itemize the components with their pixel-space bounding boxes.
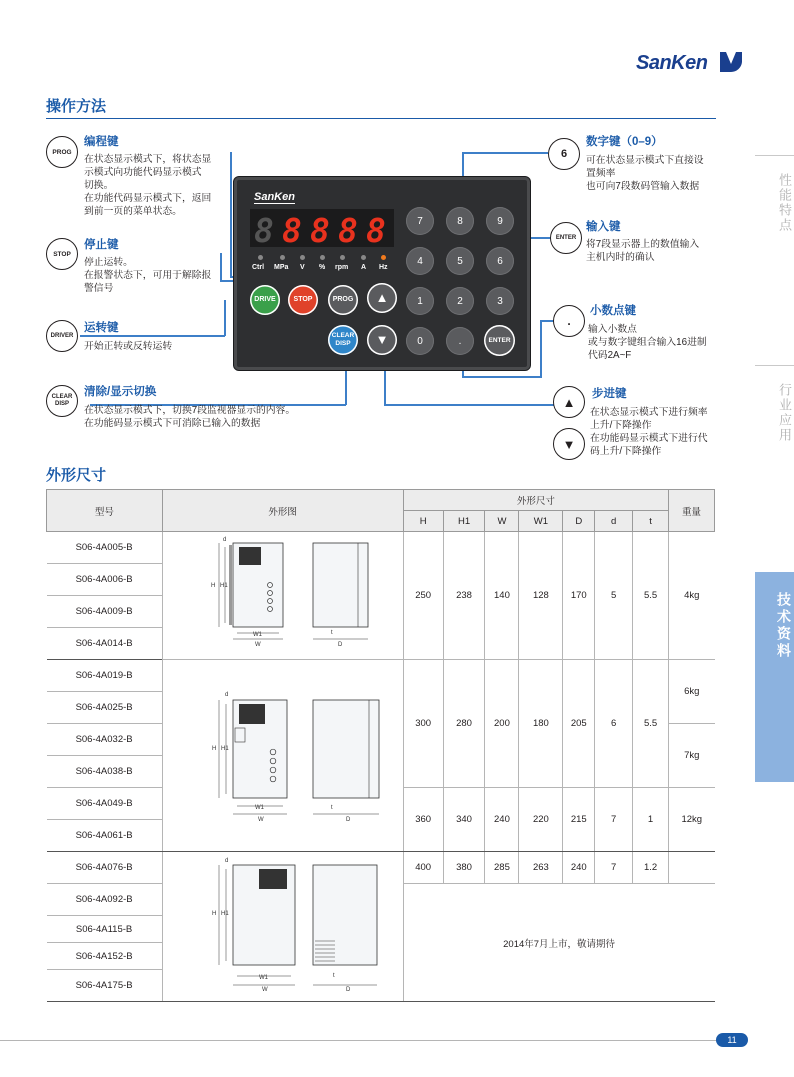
header-model: 型号	[47, 490, 163, 532]
side-tab-features[interactable]: 性能特点	[777, 173, 792, 233]
section-title-operation: 操作方法	[46, 98, 107, 115]
connector-line	[462, 376, 542, 378]
prog-button[interactable]: PROG	[328, 285, 358, 315]
indicator-led	[340, 255, 345, 260]
stop-button[interactable]: STOP	[288, 285, 318, 315]
table-cell-H: 360	[403, 788, 443, 852]
display-digit: 8	[366, 211, 386, 250]
driver-key-title: 运转键	[84, 322, 119, 334]
connector-line	[462, 152, 548, 154]
table-cell-model: S06-4A152-B	[47, 943, 163, 970]
driver-key-icon: DRIVER	[46, 320, 78, 352]
drawing-label-t: t	[330, 805, 333, 811]
side-tab-technical-active[interactable]	[755, 572, 794, 782]
connector-line	[224, 300, 226, 336]
step-down-key-icon: ▼	[553, 428, 585, 460]
table-cell-t: 5.5	[633, 660, 669, 788]
table-cell-H1: 380	[443, 852, 485, 884]
table-cell-W: 240	[485, 788, 519, 852]
connector-line	[540, 320, 542, 376]
key-9[interactable]: 9	[486, 207, 514, 235]
header-D: D	[563, 511, 595, 532]
side-tab-divider	[755, 365, 794, 366]
table-cell-model: S06-4A025-B	[47, 692, 163, 724]
header-drawing: 外形图	[162, 490, 403, 532]
table-cell-weight: 12kg	[669, 788, 715, 852]
table-cell-model: S06-4A032-B	[47, 724, 163, 756]
table-cell-model: S06-4A009-B	[47, 596, 163, 628]
table-cell-H1: 340	[443, 788, 485, 852]
indicator-label: V	[300, 264, 305, 271]
drawing-label-H1: H1	[220, 911, 229, 917]
key-2[interactable]: 2	[446, 287, 474, 315]
table-cell-D: 205	[563, 660, 595, 788]
table-cell-model: S06-4A019-B	[47, 660, 163, 692]
connector-line	[220, 253, 222, 281]
side-tab-applications[interactable]: 行业应用	[777, 383, 792, 443]
header-W1: W1	[519, 511, 563, 532]
step-up-button[interactable]: ▲	[367, 283, 397, 313]
digit-key-title: 数字键（0–9）	[586, 136, 663, 148]
drawing-label-D: D	[345, 987, 351, 993]
operation-panel	[234, 177, 530, 370]
table-cell-weight: 4kg	[669, 532, 715, 660]
table-cell-d: 5	[595, 532, 633, 660]
drive-button[interactable]: DRIVE	[250, 285, 280, 315]
table-cell-D: 215	[563, 788, 595, 852]
key-4[interactable]: 4	[406, 247, 434, 275]
key-0[interactable]: 0	[406, 327, 434, 355]
clear-disp-key-title: 清除/显示切换	[84, 386, 157, 398]
side-tab-divider	[755, 155, 794, 156]
table-cell-model: S06-4A006-B	[47, 564, 163, 596]
table-cell-H: 400	[403, 852, 443, 884]
step-key-description: 在状态显示模式下进行频率 上升/下降操作 在功能码显示模式下进行代 码上升/下降操作	[590, 407, 708, 457]
connector-line	[540, 320, 554, 322]
step-key-title: 步进键	[592, 388, 627, 400]
drawing-label-d: d	[224, 858, 229, 864]
outline-drawing-medium	[162, 660, 403, 852]
header-dimensions: 外形尺寸	[403, 490, 668, 511]
table-cell-d: 7	[595, 788, 633, 852]
table-cell-availability-note: 2014年7月上市，敬请期待	[403, 884, 714, 1002]
indicator-led	[361, 255, 366, 260]
table-cell-model: S06-4A061-B	[47, 820, 163, 852]
table-cell-t: 1	[633, 788, 669, 852]
display-digit: 8	[282, 211, 302, 250]
digit-key-description: 可在状态显示模式下直接设 置频率 也可向7段数码管输入数据	[586, 155, 704, 192]
indicator-label: Hz	[379, 264, 388, 271]
digit-key-icon: 6	[548, 138, 580, 170]
connector-line	[384, 404, 554, 406]
table-cell-t: 1.2	[633, 852, 669, 884]
table-cell-t: 5.5	[633, 532, 669, 660]
connector-line	[230, 152, 232, 277]
seven-segment-display	[250, 209, 394, 250]
footer-rule	[0, 1040, 720, 1041]
drawing-label-H: H	[211, 746, 217, 752]
clear-disp-key-icon: CLEAR DISP	[46, 385, 78, 417]
decimal-key-title: 小数点键	[590, 305, 636, 317]
table-cell-model: S06-4A115-B	[47, 916, 163, 943]
step-up-key-icon: ▲	[553, 386, 585, 418]
drawing-label-W: W	[254, 642, 261, 648]
table-cell-model: S06-4A092-B	[47, 884, 163, 916]
table-cell-model: S06-4A014-B	[47, 628, 163, 660]
drawing-label-H1: H1	[220, 746, 229, 752]
table-cell-H: 300	[403, 660, 443, 788]
indicator-led	[258, 255, 263, 260]
dimensions-table	[46, 489, 715, 1002]
table-cell-d: 7	[595, 852, 633, 884]
header-W: W	[485, 511, 519, 532]
key-enter[interactable]: ENTER	[484, 325, 515, 356]
drawing-label-W: W	[257, 817, 264, 823]
table-cell-weight: 7kg	[669, 724, 715, 788]
clear-disp-key-description: 在状态显示模式下，切换7段监视器显示的内容。 在功能码显示模式下可消除已输入的数据	[84, 405, 296, 429]
decimal-key-icon: .	[553, 305, 585, 337]
table-cell-D: 170	[563, 532, 595, 660]
section-rule	[46, 118, 716, 119]
stop-key-description: 停止运转。 在报警状态下，可用于解除报 警信号	[84, 257, 212, 294]
drawing-label-D: D	[337, 642, 343, 648]
prog-key-icon: PROG	[46, 136, 78, 168]
brand-logo-text: SanKen	[636, 52, 708, 74]
indicator-label: A	[361, 264, 367, 271]
table-cell-D: 240	[563, 852, 595, 884]
step-down-button[interactable]: ▼	[367, 325, 397, 355]
table-cell-model: S06-4A076-B	[47, 852, 163, 884]
page-number: 11	[716, 1033, 748, 1047]
drawing-label-H: H	[210, 583, 216, 589]
key-6[interactable]: 6	[486, 247, 514, 275]
table-cell-d: 6	[595, 660, 633, 788]
table-cell-H1: 238	[443, 532, 485, 660]
indicator-led-active	[381, 255, 386, 260]
decimal-key-description: 输入小数点 或与数字键组合输入16进制 代码2A~F	[588, 324, 707, 361]
header-H1: H1	[443, 511, 485, 532]
table-cell-W1: 220	[519, 788, 563, 852]
enter-key-icon: ENTER	[550, 222, 582, 254]
table-cell-W: 285	[485, 852, 519, 884]
table-cell-weight: 6kg	[669, 660, 715, 724]
table-cell-weight	[669, 852, 715, 884]
key-decimal[interactable]: .	[446, 327, 474, 355]
table-cell-H1: 280	[443, 660, 485, 788]
driver-key-description: 开始正转或反转运转	[84, 341, 173, 352]
key-7[interactable]: 7	[406, 207, 434, 235]
drawing-label-t: t	[330, 630, 333, 636]
drawing-label-H1: H1	[219, 583, 228, 589]
enter-key-description: 将7段显示器上的数值输入 主机内时的确认	[586, 239, 700, 263]
panel-logo: SanKen	[254, 191, 295, 203]
prog-key-description: 在状态显示模式下，将状态显 示模式向功能代码显示模式 切换。 在功能代码显示模式下，返回 到前一页的菜单状态。	[84, 154, 212, 217]
drawing-label-D: D	[345, 817, 351, 823]
drawing-label-W: W	[261, 987, 268, 993]
prog-key-title: 编程键	[84, 136, 119, 148]
indicator-led	[300, 255, 305, 260]
display-digit: 8	[254, 211, 274, 250]
header-weight: 重量	[669, 490, 715, 532]
table-cell-H: 250	[403, 532, 443, 660]
indicator-led	[280, 255, 285, 260]
brand-logo-icon	[718, 50, 744, 74]
side-tab-technical-label: 技术资料	[776, 592, 792, 660]
key-1[interactable]: 1	[406, 287, 434, 315]
outline-drawing-small	[162, 532, 403, 660]
indicator-label: MPa	[274, 264, 289, 271]
table-cell-model: S06-4A005-B	[47, 532, 163, 564]
section-title-dimensions: 外形尺寸	[46, 467, 107, 484]
key-8[interactable]: 8	[446, 207, 474, 235]
indicator-label: %	[319, 264, 326, 271]
clear-disp-button[interactable]: CLEAR DISP	[328, 325, 358, 355]
drawing-label-d: d	[222, 537, 227, 543]
indicator-led	[320, 255, 325, 260]
key-3[interactable]: 3	[486, 287, 514, 315]
display-digit: 8	[338, 211, 358, 250]
enter-key-title: 输入键	[586, 221, 621, 233]
table-cell-model: S06-4A038-B	[47, 756, 163, 788]
drawing-label-t: t	[332, 973, 335, 979]
header-t: t	[633, 511, 669, 532]
stop-key-icon: STOP	[46, 238, 78, 270]
table-cell-model: S06-4A175-B	[47, 970, 163, 1002]
drawing-label-W1: W1	[258, 975, 268, 981]
header-H: H	[403, 511, 443, 532]
indicator-label: rpm	[335, 264, 349, 271]
table-cell-W1: 128	[519, 532, 563, 660]
table-cell-W: 200	[485, 660, 519, 788]
display-digit: 8	[310, 211, 330, 250]
table-cell-W1: 180	[519, 660, 563, 788]
connector-line	[80, 335, 225, 337]
stop-key-title: 停止键	[84, 239, 119, 251]
outline-drawing-large	[162, 852, 403, 1002]
header-d: d	[595, 511, 633, 532]
table-cell-model: S06-4A049-B	[47, 788, 163, 820]
drawing-label-W1: W1	[252, 632, 262, 638]
key-5[interactable]: 5	[446, 247, 474, 275]
indicator-label: Ctrl	[252, 264, 265, 271]
drawing-label-H: H	[211, 911, 217, 917]
table-cell-W: 140	[485, 532, 519, 660]
drawing-label-d: d	[224, 692, 229, 698]
table-cell-W1: 263	[519, 852, 563, 884]
drawing-label-W1: W1	[254, 805, 264, 811]
